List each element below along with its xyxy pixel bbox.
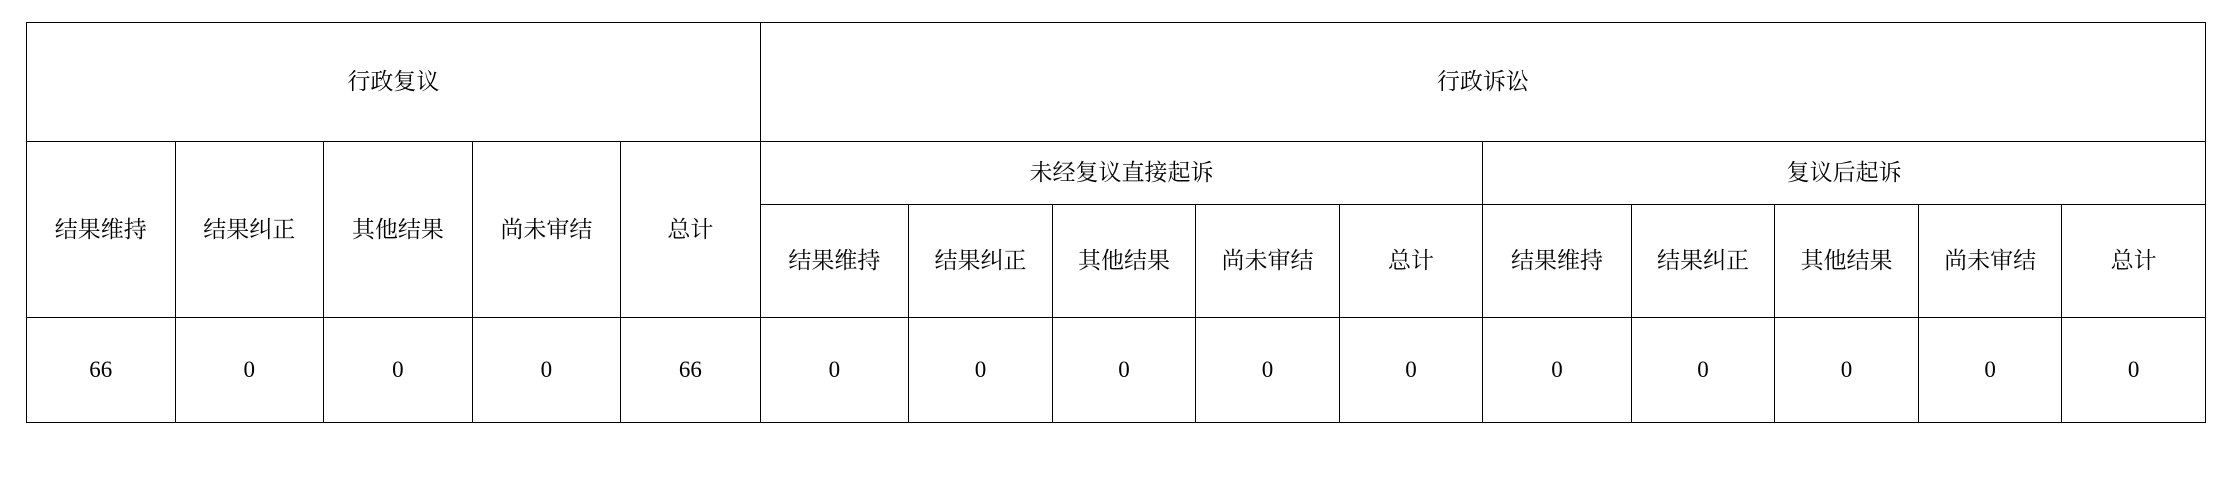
value-after-review-corrected-text: 0 [1697, 357, 1709, 383]
column-header-after-review-other-label: 其他结果 [1800, 248, 1893, 274]
group-header-administrative-litigation-label: 行政诉讼 [1436, 69, 1529, 95]
column-header-direct-pending-label: 尚未审结 [1221, 248, 1314, 274]
column-header-after-review-upheld-label: 结果维持 [1511, 248, 1604, 274]
value-review-upheld-text: 66 [89, 357, 113, 383]
value-after-review-total-text: 0 [2127, 357, 2140, 383]
value-review-other-text: 0 [392, 357, 404, 383]
value-review-pending [472, 318, 621, 423]
value-review-corrected-text: 0 [243, 357, 256, 383]
value-direct-other-text: 0 [1118, 357, 1130, 383]
column-header-direct-upheld [760, 205, 909, 318]
value-after-review-total [2062, 318, 2206, 423]
column-header-review-upheld [27, 142, 176, 318]
value-direct-upheld [760, 318, 909, 423]
column-header-direct-corrected [909, 205, 1053, 318]
value-direct-total [1339, 318, 1483, 423]
column-header-direct-other [1052, 205, 1196, 318]
table-row-subgroup-header [27, 142, 2206, 205]
value-review-upheld [27, 318, 176, 423]
column-header-direct-pending [1196, 205, 1340, 318]
value-direct-upheld-text: 0 [828, 357, 841, 383]
table-row-group-header [27, 23, 2206, 142]
value-after-review-upheld-text: 0 [1551, 357, 1563, 383]
value-review-other [324, 318, 473, 423]
column-header-direct-total [1339, 205, 1483, 318]
group-header-administrative-litigation [760, 23, 2205, 142]
value-after-review-pending [1918, 318, 2062, 423]
value-review-total [621, 318, 761, 423]
subgroup-header-after-review-litigation-label: 复议后起诉 [1786, 160, 1902, 186]
value-review-total-text: 66 [678, 357, 702, 383]
column-header-review-other [324, 142, 473, 318]
column-header-after-review-other [1775, 205, 1919, 318]
column-header-after-review-total-label: 总计 [2110, 248, 2157, 274]
value-direct-pending [1196, 318, 1340, 423]
column-header-direct-total-label: 总计 [1387, 248, 1434, 274]
subgroup-header-direct-litigation-label: 未经复议直接起诉 [1029, 160, 1214, 186]
column-header-direct-other-label: 其他结果 [1077, 248, 1170, 274]
column-header-review-corrected-label: 结果纠正 [203, 216, 296, 242]
column-header-review-pending [472, 142, 621, 318]
value-direct-other [1052, 318, 1196, 423]
value-after-review-corrected [1631, 318, 1775, 423]
column-header-after-review-corrected [1631, 205, 1775, 318]
value-review-corrected [175, 318, 324, 423]
subgroup-header-direct-litigation [760, 142, 1483, 205]
column-header-review-pending-label: 尚未审结 [500, 216, 593, 242]
value-after-review-other-text: 0 [1840, 357, 1853, 383]
value-review-pending-text: 0 [540, 357, 553, 383]
subgroup-header-after-review-litigation [1483, 142, 2206, 205]
column-header-after-review-total [2062, 205, 2206, 318]
group-header-administrative-review [27, 23, 761, 142]
value-after-review-pending-text: 0 [1984, 357, 1996, 383]
column-header-after-review-pending-label: 尚未审结 [1944, 248, 2037, 274]
value-direct-corrected [909, 318, 1053, 423]
column-header-review-total-label: 总计 [667, 216, 714, 242]
column-header-after-review-pending [1918, 205, 2062, 318]
value-direct-pending-text: 0 [1261, 357, 1274, 383]
administrative-review-litigation-table [26, 22, 2206, 423]
value-direct-total-text: 0 [1405, 357, 1417, 383]
value-after-review-upheld [1483, 318, 1632, 423]
column-header-review-total [621, 142, 761, 318]
column-header-direct-corrected-label: 结果纠正 [934, 248, 1027, 274]
column-header-after-review-upheld [1483, 205, 1632, 318]
value-after-review-other [1775, 318, 1919, 423]
group-header-administrative-review-label: 行政复议 [347, 69, 440, 95]
column-header-direct-upheld-label: 结果维持 [788, 248, 881, 274]
column-header-review-upheld-label: 结果维持 [54, 216, 147, 242]
column-header-review-other-label: 其他结果 [351, 216, 444, 242]
column-header-after-review-corrected-label: 结果纠正 [1657, 248, 1750, 274]
value-direct-corrected-text: 0 [974, 357, 987, 383]
table-row-values [27, 318, 2206, 423]
column-header-review-corrected [175, 142, 324, 318]
